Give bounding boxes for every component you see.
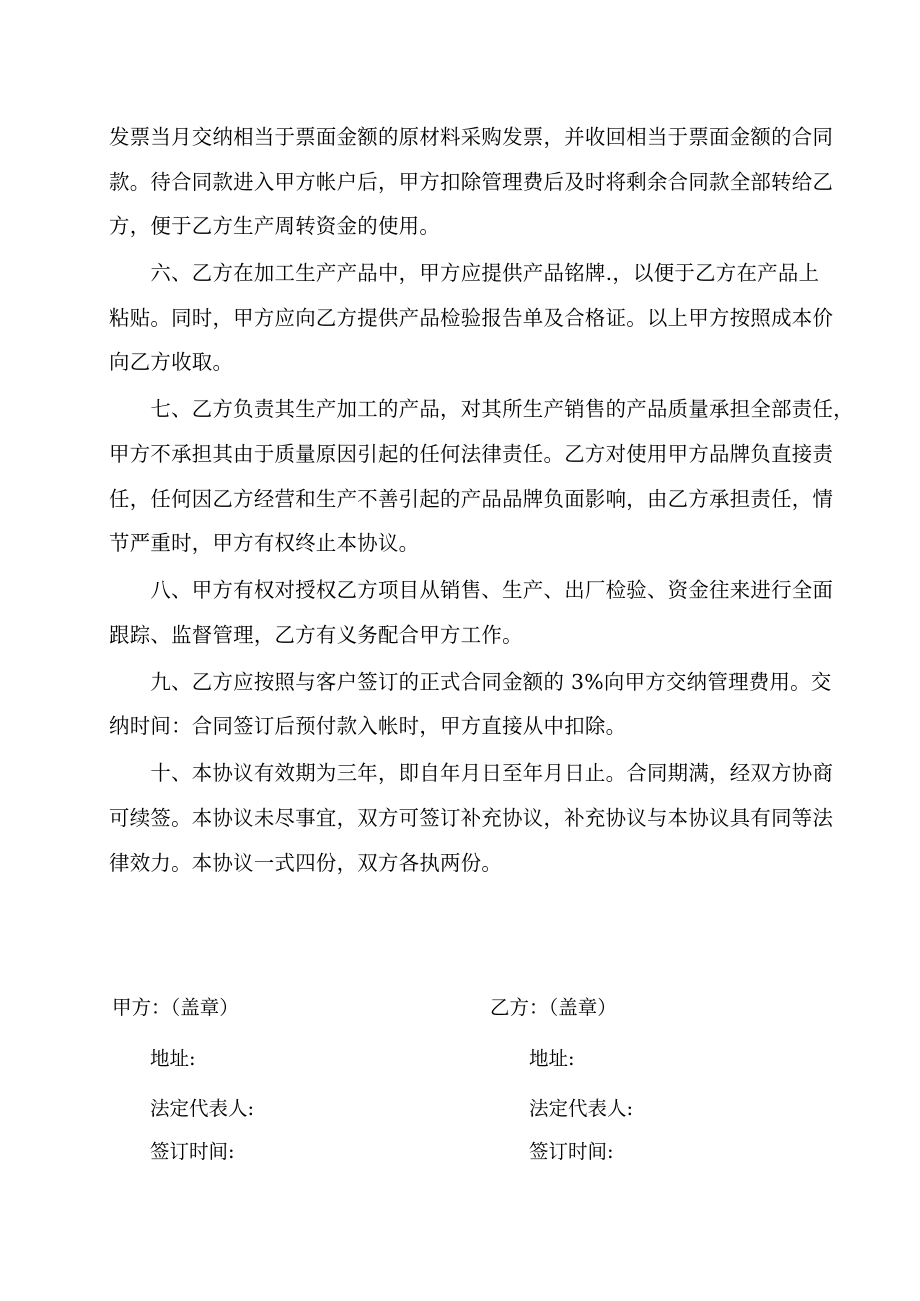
text-line: 律效力。本协议一式四份，双方各执两份。 xyxy=(109,850,503,875)
text-line: 向乙方收取。 xyxy=(109,350,234,375)
party-b-representative-label: 法定代表人: xyxy=(529,1097,634,1120)
clause-10-paragraph xyxy=(109,758,834,877)
clause-9-paragraph xyxy=(109,667,832,742)
text-line: 方，便于乙方生产周转资金的使用。 xyxy=(109,214,441,239)
clause-6-paragraph xyxy=(109,258,834,377)
text-line: 任，任何因乙方经营和生产不善引起的产品品牌负面影响，由乙方承担责任，情 xyxy=(109,486,834,511)
party-a-address-label: 地址: xyxy=(150,1047,196,1070)
party-a-date-label: 签订时间: xyxy=(150,1140,235,1163)
paragraph-payment-continued xyxy=(109,122,834,241)
party-b-date-label: 签订时间: xyxy=(529,1140,614,1163)
text-line: 跟踪、监督管理，乙方有义务配合甲方工作。 xyxy=(109,622,523,647)
text-line: 六、乙方在加工生产产品中，甲方应提供产品铭牌.，以便于乙方在产品上 xyxy=(109,261,820,286)
text-line: 可续签。本协议未尽事宜，双方可签订补充协议，补充协议与本协议具有同等法 xyxy=(109,805,834,830)
text-line: 款。待合同款进入甲方帐户后，甲方扣除管理费后及时将剩余合同款全部转给乙 xyxy=(109,169,834,194)
text-line: 纳时间：合同签订后预付款入帐时，甲方直接从中扣除。 xyxy=(109,714,627,739)
clause-7-paragraph xyxy=(109,394,854,558)
text-line: 九、乙方应按照与客户签订的正式合同金额的 3%向甲方交纳管理费用。交 xyxy=(109,669,832,694)
text-line: 粘贴。同时，甲方应向乙方提供产品检验报告单及合格证。以上甲方按照成本价 xyxy=(109,305,834,330)
party-b-address-label: 地址: xyxy=(529,1047,575,1070)
text-line: 节严重时，甲方有权终止本协议。 xyxy=(109,531,420,556)
clause-8-paragraph xyxy=(109,575,834,650)
text-line: 发票当月交纳相当于票面金额的原材料采购发票，并收回相当于票面金额的合同 xyxy=(109,125,834,149)
party-a-representative-label: 法定代表人: xyxy=(150,1097,255,1120)
text-line: 七、乙方负责其生产加工的产品，对其所生产销售的产品质量承担全部责任， xyxy=(109,397,854,422)
text-line: 甲方不承担其由于质量原因引起的任何法律责任。乙方对使用甲方品牌负直接责 xyxy=(109,441,834,466)
party-b-label: 乙方：（盖章） xyxy=(490,996,617,1019)
party-a-label: 甲方：（盖章） xyxy=(112,996,239,1019)
text-line: 十、本协议有效期为三年，即自年月日至年月日止。合同期满，经双方协商 xyxy=(109,761,834,786)
contract-body xyxy=(109,122,854,878)
text-line: 八、甲方有权对授权乙方项目从销售、生产、出厂检验、资金往来进行全面 xyxy=(109,578,834,603)
